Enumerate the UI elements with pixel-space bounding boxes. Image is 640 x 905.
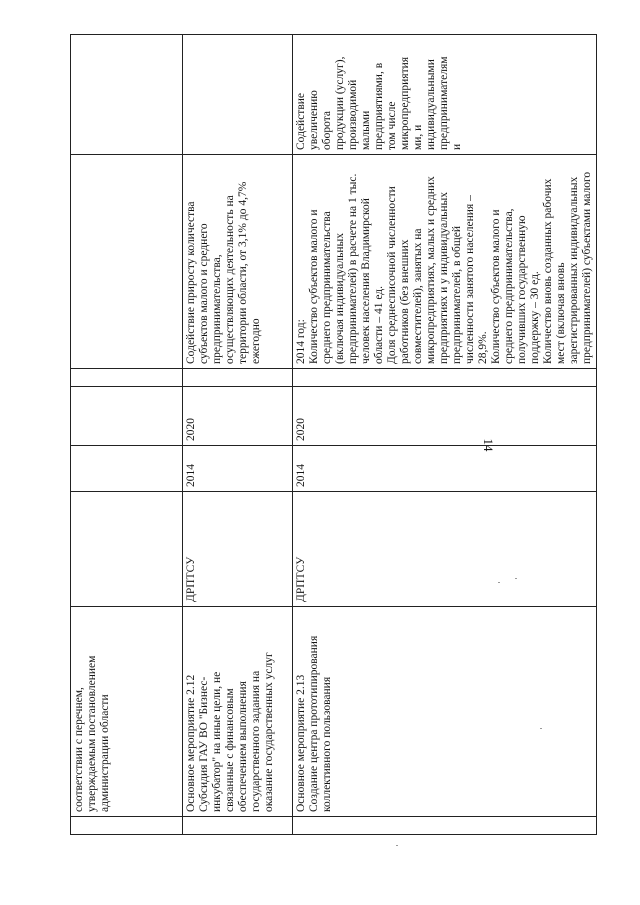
blank-cell — [71, 387, 183, 446]
program-table — [70, 34, 597, 835]
blank-cell — [293, 817, 597, 835]
blank-cell — [183, 369, 293, 387]
expected-result-cell: Содействие приросту количества субъектов малого и среднего предпринимательства, осуществляющих деятельность на территории области, от 3,1% до 4,7% ежегодно — [183, 155, 293, 369]
end-year-cell: 2020 — [293, 387, 597, 446]
scan-speck — [498, 582, 500, 583]
blank-cell — [71, 369, 183, 387]
rotated-table-wrapper — [70, 35, 595, 835]
blank-cell — [71, 446, 183, 492]
executor-cell: ДРПТСУ — [183, 492, 293, 607]
page-number: 14 — [481, 438, 496, 452]
blank-cell — [71, 492, 183, 607]
scan-speck — [396, 845, 398, 846]
activity-name-cell: соответствии с перечнем, утверждаемым постановлением администрации области — [71, 607, 183, 817]
table-row — [293, 35, 597, 835]
indicator-link-cell: Содействие увеличению оборота продукции (услуг), производимой малыми предприятиями, в том числе микропредприятия ми, и индивидуальными предпринимателям и — [293, 35, 597, 155]
table-row — [183, 35, 293, 835]
end-year-cell: 2020 — [183, 387, 293, 446]
activity-name-cell: Основное мероприятие 2.13 Создание центра прототипирования коллективного пользования — [293, 607, 597, 817]
indicator-link-cell — [183, 35, 293, 155]
blank-cell — [183, 817, 293, 835]
scan-speck — [540, 728, 542, 729]
table-row — [71, 35, 183, 835]
blank-cell — [71, 155, 183, 369]
blank-cell — [71, 817, 183, 835]
start-year-cell: 2014 — [183, 446, 293, 492]
expected-result-cell: 2014 год: Количество субъектов малого и среднего предпринимательства (включая индивидуальных предпринимателей) в расчете на 1 тыс. человек населения Владимирской области – 41 ед. Доля среднесписочной численности работников (без внешних совместителей), занятых на микропредприятиях, малых и средних предприятиях и у индивидуальных предпринимателей, в общей численности занятого населения – 28,9%. Количество субъектов малого и среднего предпринимательства, получивших государственную поддержку – 30 ед. Количество вновь созданных рабочих мест (включая вновь зарегистрированных индивидуальных предпринимателей) субъектами малого — [293, 155, 597, 369]
blank-cell — [293, 369, 597, 387]
executor-cell: ДРПТСУ — [293, 492, 597, 607]
blank-cell — [71, 35, 183, 155]
start-year-cell: 2014 — [293, 446, 597, 492]
scan-speck — [515, 578, 517, 579]
activity-name-cell: Основное мероприятие 2.12 Субсидия ГАУ ВО "Бизнес- инкубатор" на иные цели, не связанные с финансовым обеспечением выполнения государственного задания на оказание государственных услуг — [183, 607, 293, 817]
